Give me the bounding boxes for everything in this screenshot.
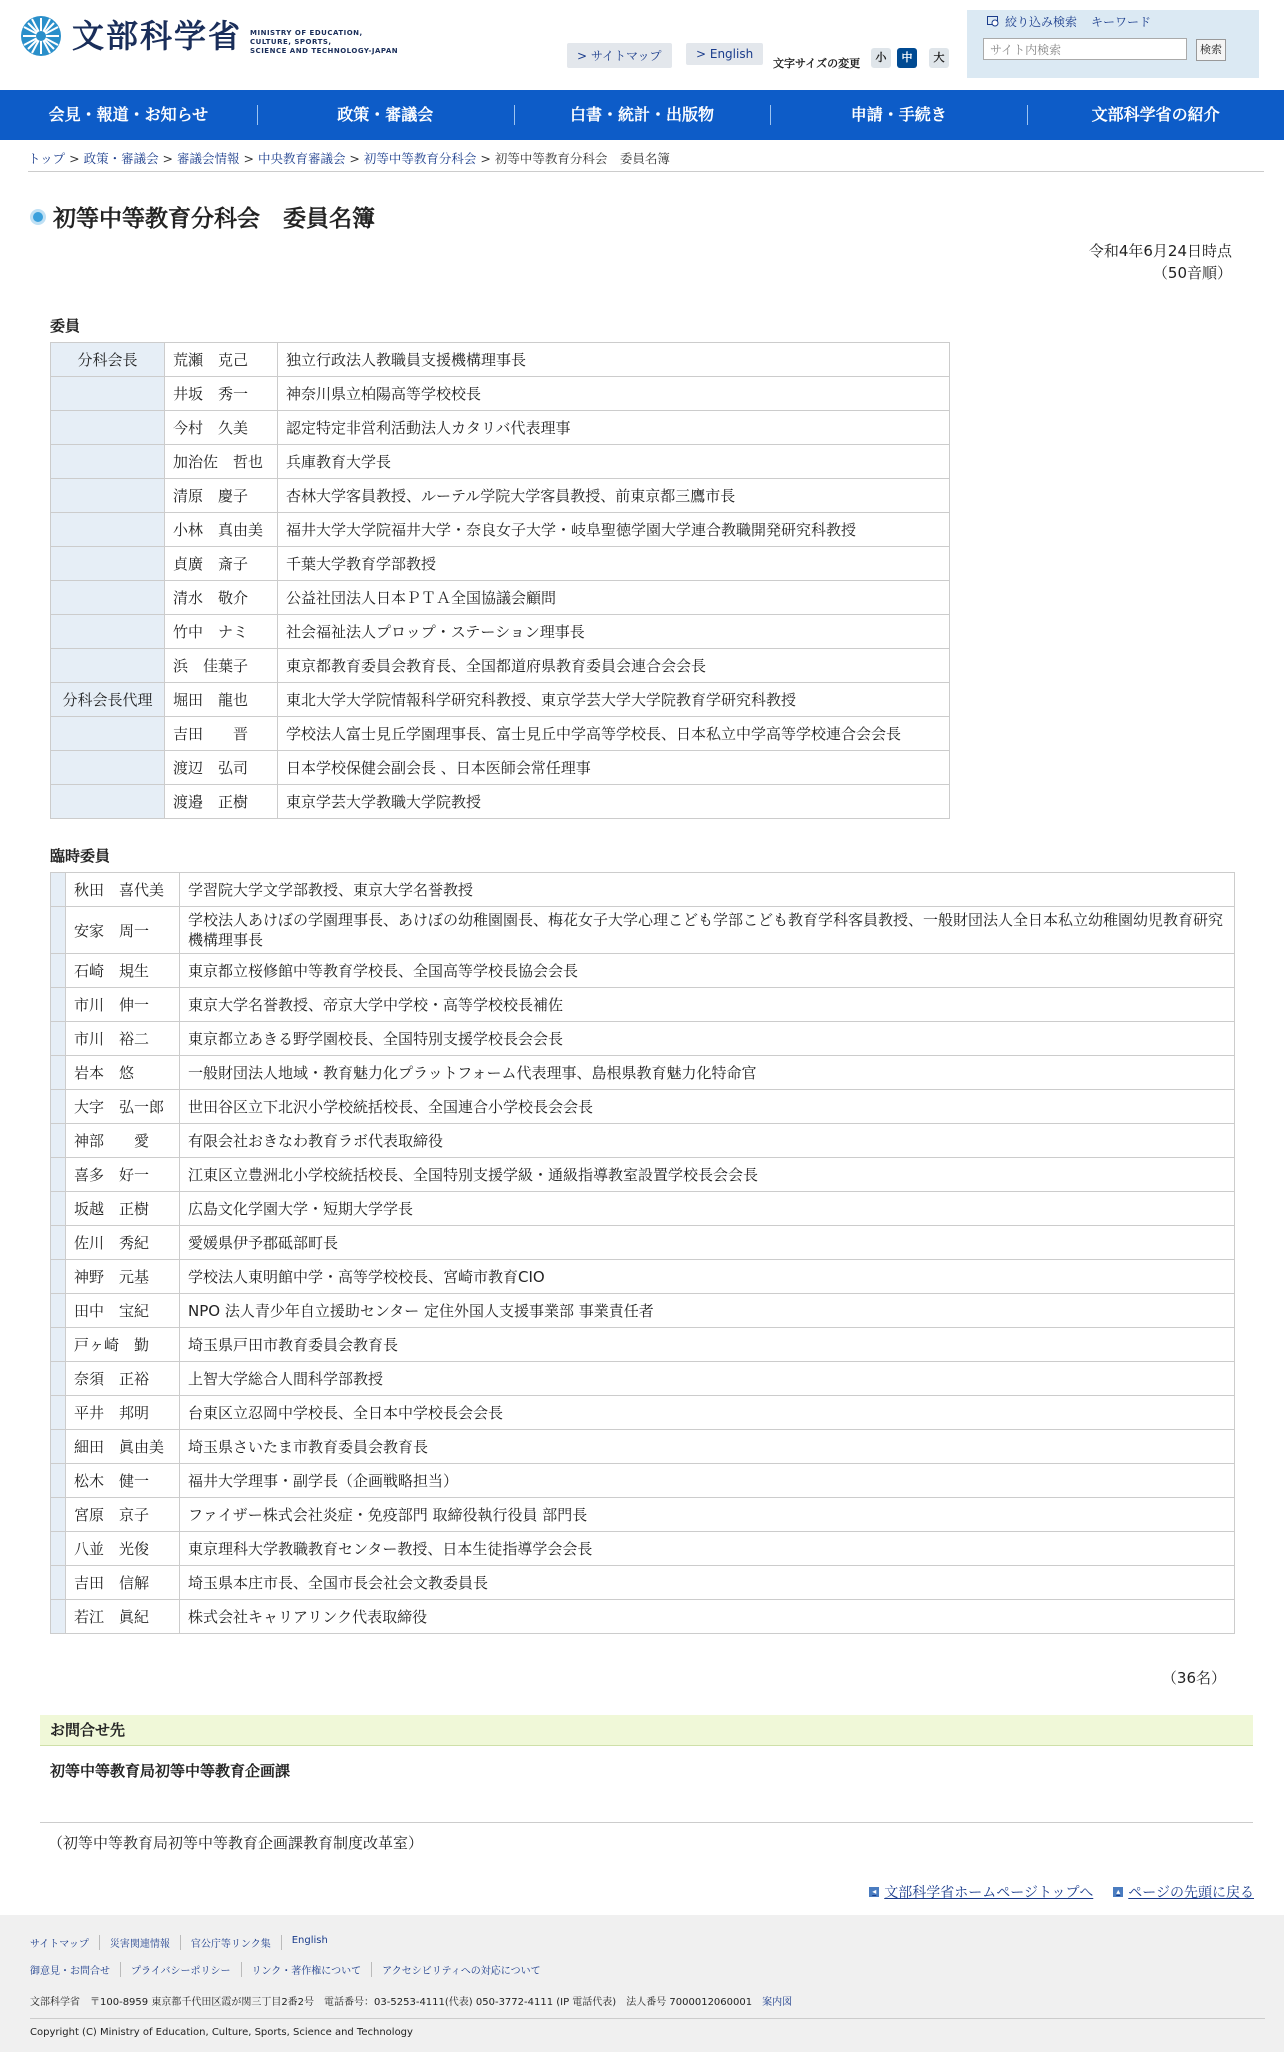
member-name: 堀田 龍也 [165, 683, 278, 717]
breadcrumb-councils[interactable]: 審議会情報 [177, 151, 240, 166]
row-stripe [51, 954, 66, 988]
nav-publications[interactable]: 白書・統計・出版物 [514, 90, 771, 140]
page-top-link[interactable]: ▴ ページの先頭に戻る [1113, 1882, 1254, 1902]
member-role [51, 479, 165, 513]
member-row [51, 649, 950, 683]
site-footer [0, 1915, 1284, 2052]
row-stripe [51, 1464, 66, 1498]
temporary-member-row [51, 1192, 1235, 1226]
contact-office: （初等中等教育局初等中等教育企画課教育制度改革室） [48, 1834, 424, 1852]
temporary-member-position: ファイザー株式会社炎症・免疫部門 取締役執行役員 部門長 [180, 1498, 1235, 1532]
members-table [50, 342, 950, 819]
breadcrumb-central-council[interactable]: 中央教育審議会 [257, 151, 346, 166]
temporary-member-position: 有限会社おきなわ教育ラボ代表取締役 [180, 1124, 1235, 1158]
member-position: 日本学校保健会副会長 、日本医師会常任理事 [278, 751, 950, 785]
divider [40, 1822, 1253, 1823]
temporary-member-name: 秋田 喜代美 [66, 873, 180, 907]
temporary-member-name: 八並 光俊 [66, 1532, 180, 1566]
temporary-member-name: 市川 裕二 [66, 1022, 180, 1056]
as-of-date: 令和4年6月24日時点 （50音順） [1088, 242, 1232, 282]
temporary-member-position: 愛媛県伊予郡砥部町長 [180, 1226, 1235, 1260]
search-button[interactable]: 検索 [1196, 39, 1226, 61]
site-header [0, 0, 1284, 90]
temporary-member-name: 松木 健一 [66, 1464, 180, 1498]
temporary-member-position: 江東区立豊洲北小学校統括校長、全国特別支援学級・通級指導教室設置学校長会会長 [180, 1158, 1235, 1192]
temporary-member-position: 株式会社キャリアリンク代表取締役 [180, 1600, 1235, 1634]
english-button[interactable]: > English [686, 43, 763, 65]
breadcrumb-policy[interactable]: 政策・審議会 [83, 151, 159, 166]
breadcrumb: トップ > 政策・審議会 > 審議会情報 > 中央教育審議会 > 初等中等教育分科会 > 初等中等教育分科会 委員名簿 [28, 151, 670, 166]
member-row [51, 615, 950, 649]
page-title: 初等中等教育分科会 委員名簿 [30, 200, 375, 233]
member-position: 神奈川県立柏陽高等学校校長 [278, 377, 950, 411]
temporary-member-position: 学校法人東明館中学・高等学校校長、宮崎市教育CIO [180, 1260, 1235, 1294]
temporary-member-name: 田中 宝紀 [66, 1294, 180, 1328]
member-row [51, 411, 950, 445]
temporary-member-row [51, 873, 1235, 907]
breadcrumb-subcommittee[interactable]: 初等中等教育分科会 [363, 151, 477, 166]
temporary-member-position: 学校法人あけぼの学園理事長、あけぼの幼稚園園長、梅花女子大学心理こども学部こども教育学科客員教授、一般財団法人全日本私立幼稚園幼児教育研究機構理事長 [180, 907, 1235, 954]
temporary-member-position: 世田谷区立下北沢小学校統括校長、全国連合小学校長会会長 [180, 1090, 1235, 1124]
temporary-member-row [51, 1294, 1235, 1328]
temporary-member-name: 宮原 京子 [66, 1498, 180, 1532]
member-row [51, 479, 950, 513]
divider [28, 171, 1264, 172]
footer-accessibility[interactable]: アクセシビリティへの対応について [371, 1962, 551, 1977]
nav-procedures[interactable]: 申請・手続き [770, 90, 1027, 140]
member-role [51, 445, 165, 479]
member-row [51, 683, 950, 717]
mext-logo[interactable] [20, 15, 398, 57]
row-stripe [51, 1532, 66, 1566]
temporary-member-name: 吉田 信解 [66, 1566, 180, 1600]
temporary-member-name: 坂越 正樹 [66, 1192, 180, 1226]
temporary-member-row [51, 1124, 1235, 1158]
temporary-member-position: 東京都立あきる野学園校長、全国特別支援学校長会会長 [180, 1022, 1235, 1056]
title-bullet-icon [30, 209, 46, 225]
footer-disaster[interactable]: 災害関連情報 [99, 1935, 180, 1950]
copyright: Copyright (C) Ministry of Education, Culture, Sports, Science and Technology [30, 2018, 1265, 2038]
row-stripe [51, 1566, 66, 1600]
member-role: 分科会長代理 [51, 683, 165, 717]
member-name: 井坂 秀一 [165, 377, 278, 411]
row-stripe [51, 1056, 66, 1090]
temporary-member-row [51, 988, 1235, 1022]
temporary-member-row [51, 1498, 1235, 1532]
temporary-member-row [51, 1056, 1235, 1090]
member-role [51, 581, 165, 615]
member-name: 清水 敬介 [165, 581, 278, 615]
temporary-table [50, 872, 1235, 1634]
member-position: 東京都教育委員会教育長、全国都道府県教育委員会連合会会長 [278, 649, 950, 683]
page-links [869, 1882, 1254, 1902]
font-large-button[interactable]: 大 [929, 48, 949, 68]
temporary-member-position: 東京理科大学教職教育センター教授、日本生徒指導学会会長 [180, 1532, 1235, 1566]
row-stripe [51, 1328, 66, 1362]
temporary-member-name: 奈須 正裕 [66, 1362, 180, 1396]
temporary-member-position: 東京都立桜修館中等教育学校長、全国高等学校長協会会長 [180, 954, 1235, 988]
temporary-member-row [51, 1362, 1235, 1396]
row-stripe [51, 1430, 66, 1464]
temporary-member-row [51, 1260, 1235, 1294]
temporary-member-name: 細田 眞由美 [66, 1430, 180, 1464]
temporary-member-name: 戸ヶ崎 勤 [66, 1328, 180, 1362]
member-row [51, 785, 950, 819]
temporary-member-position: 学習院大学文学部教授、東京大学名誉教授 [180, 873, 1235, 907]
temporary-member-position: 埼玉県本庄市長、全国市長会社会文教委員長 [180, 1566, 1235, 1600]
temporary-member-row [51, 1600, 1235, 1634]
temporary-member-position: 一般財団法人地域・教育魅力化プラットフォーム代表理事、島根県教育魅力化特命官 [180, 1056, 1235, 1090]
row-stripe [51, 1294, 66, 1328]
member-row [51, 513, 950, 547]
member-row [51, 547, 950, 581]
member-position: 社会福祉法人プロップ・ステーション理事長 [278, 615, 950, 649]
nav-policy[interactable]: 政策・審議会 [257, 90, 514, 140]
temporary-member-position: NPO 法人青少年自立援助センター 定住外国人支援事業部 事業責任者 [180, 1294, 1235, 1328]
member-role [51, 513, 165, 547]
row-stripe [51, 1192, 66, 1226]
filter-search-icon [987, 16, 1001, 28]
home-link[interactable]: ◂ 文部科学省ホームページトップへ [869, 1882, 1093, 1902]
temporary-member-name: 喜多 好一 [66, 1158, 180, 1192]
temporary-member-row [51, 1226, 1235, 1260]
member-name: 荒瀬 克己 [165, 343, 278, 377]
global-nav [0, 90, 1284, 140]
temporary-member-name: 市川 伸一 [66, 988, 180, 1022]
temporary-member-row [51, 1430, 1235, 1464]
member-position: 認定特定非営利活動法人カタリバ代表理事 [278, 411, 950, 445]
nav-about[interactable]: 文部科学省の紹介 [1027, 90, 1284, 140]
member-position: 杏林大学客員教授、ルーテル学院大学客員教授、前東京都三鷹市長 [278, 479, 950, 513]
member-name: 小林 真由美 [165, 513, 278, 547]
footer-address: 文部科学省 〒100-8959 東京都千代田区霞が関三丁目2番2号 電話番号：03-5253-4111(代表) 050-3772-4111 (IP 電話代表) 法人番号 7000012060001 案内図 [30, 1997, 793, 2008]
nav-press[interactable]: 会見・報道・お知らせ [48, 105, 209, 124]
logo-text: 文部科学省 [72, 17, 243, 55]
row-stripe [51, 873, 66, 907]
footer-gov-links[interactable]: 官公庁等リンク集 [180, 1935, 281, 1950]
temporary-member-name: 大字 弘一郎 [66, 1090, 180, 1124]
member-name: 吉田 晋 [165, 717, 278, 751]
member-name: 浜 佳葉子 [165, 649, 278, 683]
temporary-member-position: 埼玉県さいたま市教育委員会教育長 [180, 1430, 1235, 1464]
row-stripe [51, 1090, 66, 1124]
row-stripe [51, 1158, 66, 1192]
member-row [51, 581, 950, 615]
logo-english: MINISTRY OF EDUCATION, CULTURE, SPORTS, SCIENCE AND TECHNOLOGY-JAPAN [250, 28, 399, 55]
contact-department: 初等中等教育局初等中等教育企画課 [50, 1762, 291, 1780]
temporary-heading: 臨時委員 [50, 847, 111, 865]
contact-heading: お問合せ先 [40, 1715, 1253, 1746]
search-box [967, 10, 1259, 78]
filter-search-link[interactable]: 絞り込み検索 [987, 13, 1077, 30]
temporary-member-row [51, 907, 1235, 954]
temporary-member-row [51, 1158, 1235, 1192]
row-stripe [51, 1362, 66, 1396]
temporary-member-row [51, 1464, 1235, 1498]
footer-sitemap[interactable]: サイトマップ [30, 1939, 89, 1950]
temporary-member-name: 岩本 悠 [66, 1056, 180, 1090]
arrow-up-icon: ▴ [1113, 1887, 1123, 1897]
temporary-member-row [51, 954, 1235, 988]
temporary-member-name: 神野 元基 [66, 1260, 180, 1294]
member-position: 東京学芸大学教職大学院教授 [278, 785, 950, 819]
member-row [51, 751, 950, 785]
member-name: 渡邉 正樹 [165, 785, 278, 819]
member-position: 兵庫教育大学長 [278, 445, 950, 479]
footer-links-1 [30, 1935, 338, 1950]
member-name: 今村 久美 [165, 411, 278, 445]
footer-map-link[interactable]: 案内図 [762, 1997, 793, 2008]
row-stripe [51, 1226, 66, 1260]
member-name: 竹中 ナミ [165, 615, 278, 649]
search-input[interactable]: サイト内検索 [983, 38, 1187, 60]
row-stripe [51, 988, 66, 1022]
row-stripe [51, 1124, 66, 1158]
logo-mark-icon [20, 15, 62, 57]
footer-contact[interactable]: 御意見・お問合せ [30, 1966, 110, 1977]
temporary-member-name: 佐川 秀紀 [66, 1226, 180, 1260]
member-position: 千葉大学教育学部教授 [278, 547, 950, 581]
font-small-button[interactable]: 小 [871, 48, 891, 68]
temporary-member-position: 上智大学総合人間科学部教授 [180, 1362, 1235, 1396]
row-stripe [51, 1600, 66, 1634]
temporary-member-position: 福井大学理事・副学長（企画戦略担当） [180, 1464, 1235, 1498]
member-position: 福井大学大学院福井大学・奈良女子大学・岐阜聖徳学園大学連合教職開発研究科教授 [278, 513, 950, 547]
member-name: 清原 慶子 [165, 479, 278, 513]
member-name: 加治佐 哲也 [165, 445, 278, 479]
temporary-member-row [51, 1090, 1235, 1124]
member-role [51, 615, 165, 649]
temporary-member-row [51, 1022, 1235, 1056]
member-role [51, 411, 165, 445]
temporary-member-row [51, 1532, 1235, 1566]
member-row [51, 717, 950, 751]
temporary-member-row [51, 1396, 1235, 1430]
total-count: （36名） [1161, 1669, 1226, 1687]
font-size-label: 文字サイズの変更 [773, 57, 861, 70]
row-stripe [51, 1022, 66, 1056]
temporary-member-name: 若江 眞紀 [66, 1600, 180, 1634]
temporary-member-name: 石崎 規生 [66, 954, 180, 988]
member-row [51, 343, 950, 377]
member-role [51, 649, 165, 683]
member-position: 東北大学大学院情報科学研究科教授、東京学芸大学大学院教育学研究科教授 [278, 683, 950, 717]
keyword-link[interactable]: キーワード [1091, 15, 1152, 29]
temporary-member-name: 神部 愛 [66, 1124, 180, 1158]
temporary-member-name: 平井 邦明 [66, 1396, 180, 1430]
member-row [51, 377, 950, 411]
breadcrumb-current: 初等中等教育分科会 委員名簿 [494, 151, 670, 166]
footer-copyright-link[interactable]: リンク・著作権について [241, 1962, 372, 1977]
member-role [51, 785, 165, 819]
member-role [51, 547, 165, 581]
members-heading: 委員 [50, 317, 81, 335]
temporary-member-position: 台東区立忍岡中学校長、全日本中学校長会会長 [180, 1396, 1235, 1430]
arrow-left-icon: ◂ [869, 1887, 879, 1897]
footer-links-2 [30, 1962, 551, 1977]
member-role [51, 717, 165, 751]
member-position: 学校法人富士見丘学園理事長、富士見丘中学高等学校長、日本私立中学高等学校連合会会長 [278, 717, 950, 751]
temporary-member-position: 埼玉県戸田市教育委員会教育長 [180, 1328, 1235, 1362]
temporary-member-row [51, 1566, 1235, 1600]
row-stripe [51, 1498, 66, 1532]
member-name: 貞廣 斎子 [165, 547, 278, 581]
footer-english[interactable]: English [281, 1935, 338, 1950]
row-stripe [51, 907, 66, 954]
row-stripe [51, 1260, 66, 1294]
member-role [51, 377, 165, 411]
member-role: 分科会長 [51, 343, 165, 377]
row-stripe [51, 1396, 66, 1430]
font-medium-button[interactable]: 中 [897, 48, 917, 68]
temporary-member-position: 東京大学名誉教授、帝京大学中学校・高等学校校長補佐 [180, 988, 1235, 1022]
member-name: 渡辺 弘司 [165, 751, 278, 785]
member-position: 独立行政法人教職員支援機構理事長 [278, 343, 950, 377]
breadcrumb-top[interactable]: トップ [28, 151, 66, 166]
member-position: 公益社団法人日本ＰＴＡ全国協議会顧問 [278, 581, 950, 615]
temporary-member-position: 広島文化学園大学・短期大学学長 [180, 1192, 1235, 1226]
member-role [51, 751, 165, 785]
temporary-member-name: 安家 周一 [66, 907, 180, 954]
footer-privacy[interactable]: プライバシーポリシー [120, 1962, 241, 1977]
sitemap-button[interactable]: > サイトマップ [567, 43, 672, 68]
member-row [51, 445, 950, 479]
temporary-member-row [51, 1328, 1235, 1362]
